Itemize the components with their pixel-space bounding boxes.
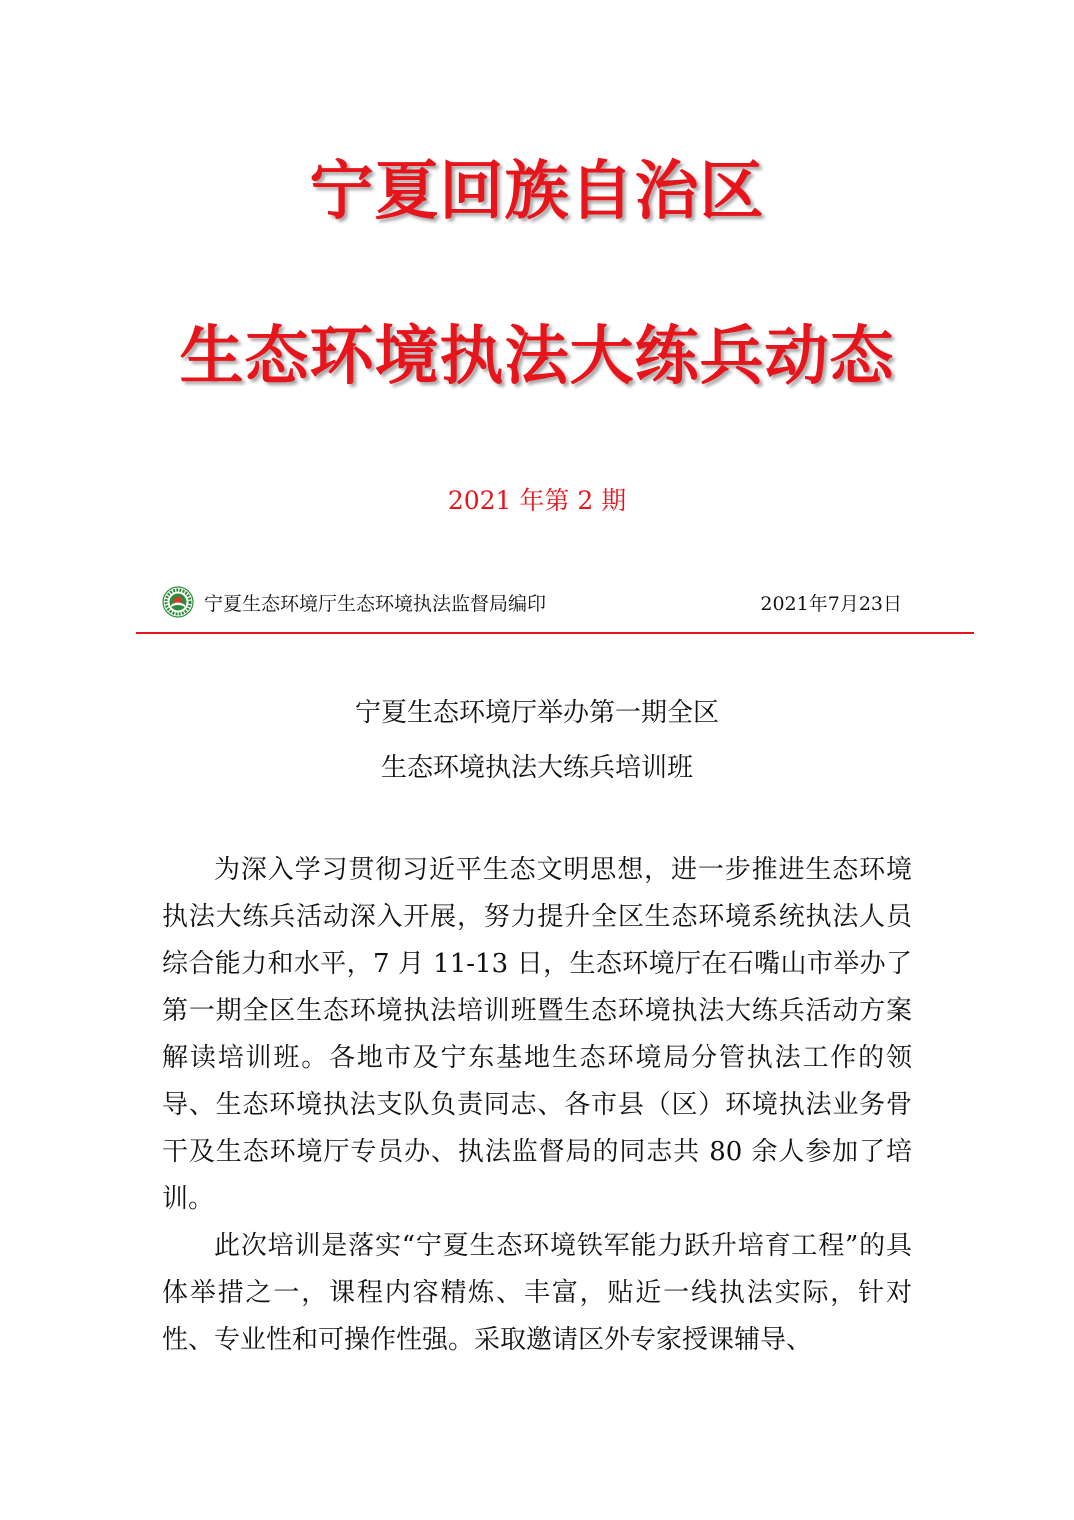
issue-number: 2021 年第 2 期	[447, 486, 627, 515]
masthead-title-line-1: 宁夏回族自治区	[309, 155, 765, 229]
environment-emblem-icon	[162, 586, 194, 618]
body-paragraph-1: 为深入学习贯彻习近平生态文明思想，进一步推进生态环境执法大练兵活动深入开展，努力提升全区生态环境系统执法人员综合能力和水平，7 月 11-13 日，生态环境厅在石嘴山市举办了第一期全区生态环境执法培训班暨生态环境执法大练兵活动方案解读培训班。各地市及宁东基地生态环境局分管执法工作的领导、生态环境执法支队负责同志、各市县（区）环境执法业务骨干及生态环境厅专员办、执法监督局的同志共 80 余人参加了培训。	[162, 855, 912, 1214]
publication-date: 2021年7月23日	[760, 593, 902, 615]
masthead-title-line-2: 生态环境执法大练兵动态	[179, 320, 895, 394]
article-title-line-1: 宁夏生态环境厅举办第一期全区	[354, 698, 719, 728]
body-paragraph-2: 此次培训是落实“宁夏生态环境铁军能力跃升培育工程”的具体举措之一，课程内容精炼、丰富，贴近一线执法实际，针对性、专业性和可操作性强。采取邀请区外专家授课辅导、	[162, 1231, 912, 1355]
header-divider	[136, 632, 974, 634]
publisher-row	[162, 586, 910, 622]
publisher-name: 宁夏生态环境厅生态环境执法监督局编印	[204, 593, 547, 615]
article-body	[162, 847, 912, 1364]
article-title-line-2: 生态环境执法大练兵培训班	[380, 753, 693, 783]
